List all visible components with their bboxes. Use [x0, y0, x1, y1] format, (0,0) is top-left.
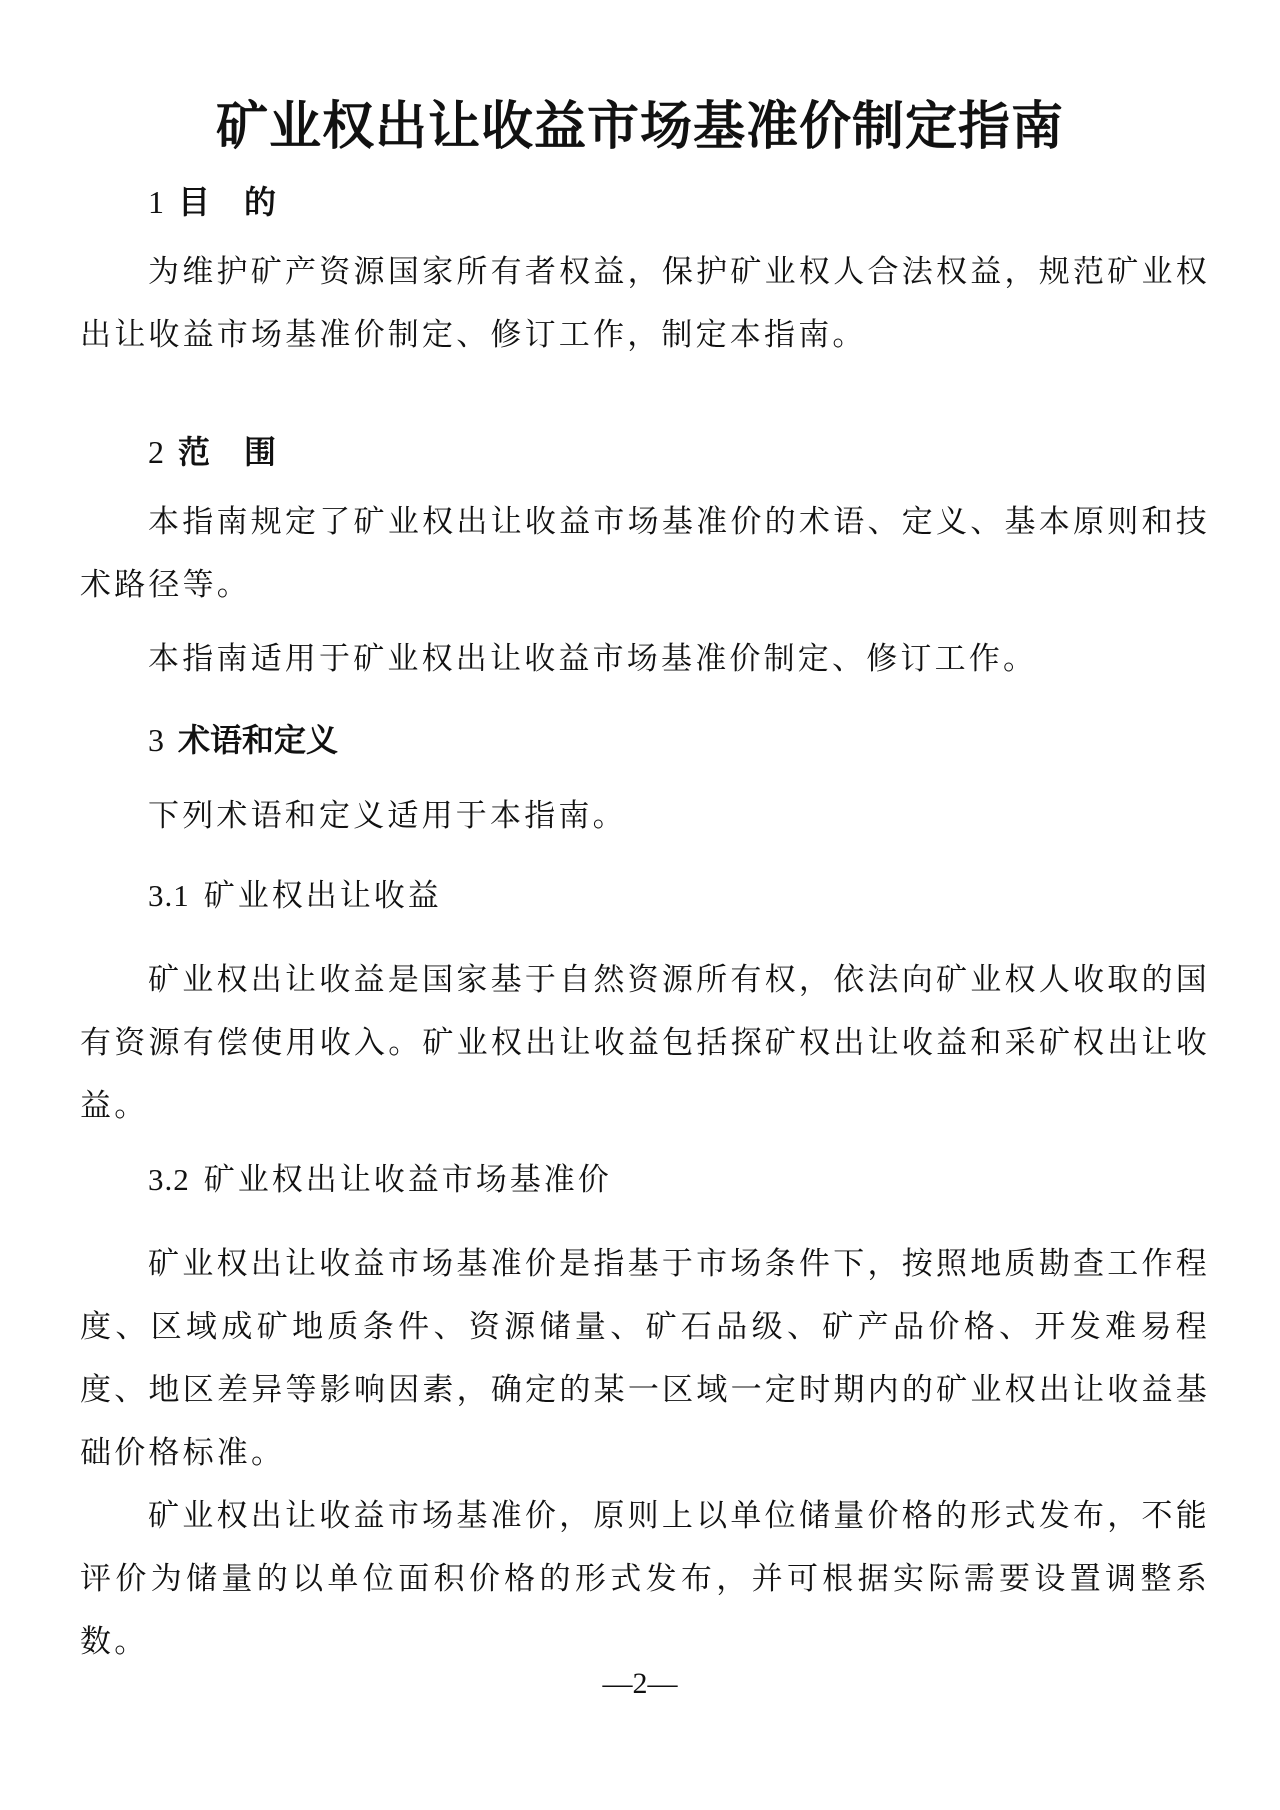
subsection-heading-3-1	[148, 874, 442, 918]
document-title: 矿业权出让收益市场基准价制定指南	[215, 96, 1064, 157]
section-title: 术语和定义	[178, 721, 339, 759]
paragraph: 本指南规定了矿业权出让收益市场基准价的术语、定义、基本原则和技术路径等。	[80, 504, 1210, 603]
section-title: 目的	[178, 183, 311, 221]
section-title: 范围	[178, 433, 311, 471]
section-heading-2	[148, 430, 310, 474]
subsection-number: 3.1	[148, 878, 190, 913]
section-number: 3	[148, 722, 164, 758]
page-number: —2—	[602, 1667, 678, 1700]
paragraph: 矿业权出让收益市场基准价是指基于市场条件下，按照地质勘查工作程度、区域成矿地质条件、资源储量、矿石品级、矿产品价格、开发难易程度、地区差异等影响因素，确定的某一区域一定时期内的矿业权出让收益基础价格标准。	[80, 1246, 1210, 1471]
paragraph: 本指南适用于矿业权出让收益市场基准价制定、修订工作。	[148, 641, 1038, 677]
subsection-title: 矿业权出让收益市场基准价	[203, 1162, 612, 1198]
subsection-number: 3.2	[148, 1162, 190, 1197]
section-number: 2	[148, 434, 164, 470]
section-number: 1	[148, 184, 164, 220]
section-heading-3	[148, 718, 338, 762]
paragraph: 下列术语和定义适用于本指南。	[148, 798, 627, 834]
subsection-title: 矿业权出让收益	[203, 878, 442, 914]
paragraph: 矿业权出让收益市场基准价，原则上以单位储量价格的形式发布，不能评价为储量的以单位面积价格的形式发布，并可根据实际需要设置调整系数。	[80, 1498, 1210, 1660]
paragraph: 为维护矿产资源国家所有者权益，保护矿业权人合法权益，规范矿业权出让收益市场基准价制定、修订工作，制定本指南。	[80, 254, 1210, 353]
section-heading-1	[148, 180, 310, 224]
paragraph: 矿业权出让收益是国家基于自然资源所有权，依法向矿业权人收取的国有资源有偿使用收入。矿业权出让收益包括探矿权出让收益和采矿权出让收益。	[80, 962, 1210, 1124]
subsection-heading-3-2	[148, 1158, 612, 1202]
